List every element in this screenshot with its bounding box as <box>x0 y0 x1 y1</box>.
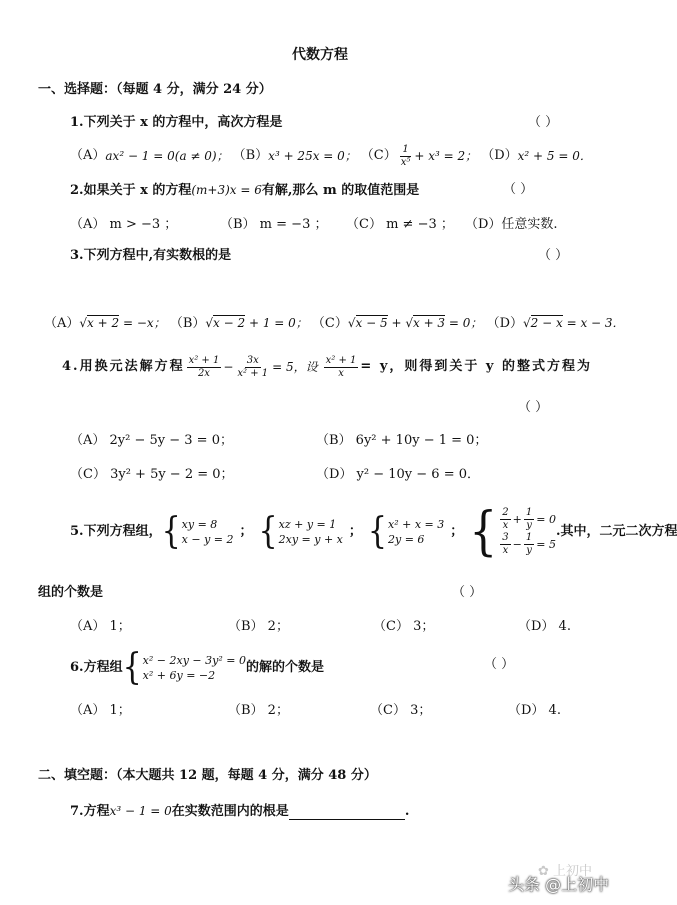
q7-stem: 7.方程x³ − 1 = 0在实数范围内的根是 . <box>70 804 410 819</box>
section-heading-choice: 一、选择题：（每题 4 分，满分 24 分） <box>38 82 272 97</box>
q4-answer-paren: （ ） <box>518 400 549 415</box>
q5-answer-paren: （ ） <box>452 585 483 600</box>
q1-option-c-label: （C） <box>360 148 397 163</box>
watermark-faint: ✿ 上初中 <box>538 864 593 879</box>
q5-option-b: （B） 2； <box>228 619 289 634</box>
page-title: 代数方程 <box>292 47 348 63</box>
q5-option-d: （D） 4. <box>518 619 571 634</box>
q6-system: { x² − 2xy − 3y² = 0 x² + 6y = −2 <box>122 646 246 689</box>
q1-option-a-expr: ax² − 1 = 0(a ≠ 0)； <box>105 149 229 163</box>
q3-option-d-label: （D） <box>486 316 523 331</box>
q7-answer-blank <box>289 807 405 820</box>
q2-option-b: （B） m = −3 ； <box>220 217 328 232</box>
section-heading-fill-in: 二、填空题：（本大题共 12 题，每题 4 分，满分 48 分） <box>38 768 377 783</box>
q4-fraction-2: $\frac{3x}{\text{x² + 1}}$ <box>237 354 269 379</box>
q3-stem: 3.下列方程中,有实数根的是 <box>70 248 232 263</box>
q1-option-c-rest: + x³ = 2； <box>414 149 478 163</box>
q5-system-2: { xz + y = 1 2xy = y + x <box>258 510 343 553</box>
q3-option-b-radicand: x − 2 <box>213 316 246 330</box>
q4-option-b: （B） 6y² + 10y − 1 = 0； <box>316 433 488 448</box>
q2-option-a: （A） m > −3 ； <box>70 217 178 232</box>
q3-option-a-label: （A） <box>44 316 80 331</box>
q4-stem: 4.用换元法解方程 $\frac{\text{x² + 1}}{2x}$ − $\frac{3x}{\text{x² + 1}}$ = 5，设 $\frac{\text{x² + 1}}{x}$ = y，则得到关于 y 的整式方程为 <box>62 354 592 379</box>
q3-option-c-radicand-2: x + 3 <box>412 316 446 330</box>
q5-system-3: { x² + x = 3 2y = 6 <box>367 510 445 553</box>
q3-option-c-radicand-1: x − 5 <box>355 316 388 330</box>
q6-option-d: （D） 4. <box>508 703 561 718</box>
q4-fraction-3: $\frac{\text{x² + 1}}{x}$ <box>325 354 357 379</box>
q1-option-c-fraction: $\frac{1}{\text{x⁵}}$ <box>400 143 411 168</box>
q4-option-a: （A） 2y² − 5y − 3 = 0； <box>70 433 233 448</box>
q4-option-c: （C） 3y² + 5y − 2 = 0； <box>70 467 234 482</box>
q2-option-c: （C） m ≠ −3 ； <box>346 217 454 232</box>
q1-stem: 1.下列关于 x 的方程中，高次方程是 <box>70 115 283 130</box>
q7-expr: x³ − 1 = 0 <box>109 804 172 818</box>
wechat-icon: ✿ <box>538 864 549 879</box>
q6-option-c: （C） 3； <box>370 703 432 718</box>
q2-stem-expr: (m+3)x = 6 <box>191 183 262 197</box>
q2-stem: 2.如果关于 x 的方程(m+3)x = 6有解,那么 m 的取值范围是 <box>70 183 420 198</box>
q1-option-a-label: （A） <box>70 148 106 163</box>
q3-option-d-radicand: 2 − x <box>530 316 563 330</box>
q3-option-b-label: （B） <box>169 316 206 331</box>
q3-answer-paren: （ ） <box>538 248 569 263</box>
q5-option-a: （A） 1； <box>70 619 131 634</box>
q4-option-d: （D） y² − 10y − 6 = 0． <box>316 467 481 482</box>
q5-system-4: { $\frac{2}{x}$ + $\frac{1}{y}$ = 0 $\frac{3}{x}$ − $\frac{1}{y}$ = 5 <box>469 500 556 562</box>
q3-options: （A）√x + 2 = −x； （B）√x − 2 + 1 = 0； （C）√x − 5 + √x + 3 = 0； （D）√2 − x = x − 3． <box>44 316 625 331</box>
q6-option-a: （A） 1； <box>70 703 131 718</box>
q5-stem: 5.下列方程组， { xy = 8 x − y = 2 ； { xz + y = 1 2xy = y + x ； { x² + x = 3 2y = 6 ； { $\frac{2}{x}$ + $\frac{1}{y}$ = 0 $\frac{3}{x}$ − $\frac{1}{y}$ = 5 .其中，二元二次方程 <box>70 500 677 562</box>
q3-option-c-label: （C） <box>311 316 348 331</box>
q6-answer-paren: （ ） <box>484 657 515 672</box>
q5-stem-continued: 组的个数是 <box>38 585 104 600</box>
q5-option-c: （C） 3； <box>373 619 435 634</box>
q5-system-1: { xy = 8 x − y = 2 <box>161 510 234 553</box>
q2-option-d: （D）任意实数. <box>465 217 558 232</box>
q3-option-a-radicand: x + 2 <box>87 316 120 330</box>
q1-option-d-expr: x² + 5 = 0． <box>517 149 592 163</box>
watermark-main: 头条 @上初中 <box>508 875 610 894</box>
q2-answer-paren: （ ） <box>503 182 534 197</box>
q1-option-b-label: （B） <box>232 148 269 163</box>
q1-option-b-expr: x³ + 25x = 0； <box>268 149 357 163</box>
q6-option-b: （B） 2； <box>228 703 289 718</box>
q1-option-d-label: （D） <box>481 148 518 163</box>
q6-stem: 6.方程组 { x² − 2xy − 3y² = 0 x² + 6y = −2 的解的个数是 <box>70 646 324 689</box>
q1-options <box>70 143 592 169</box>
q1-answer-paren: （ ） <box>528 115 559 130</box>
q4-fraction-1: $\frac{\text{x² + 1}}{2x}$ <box>188 354 220 379</box>
